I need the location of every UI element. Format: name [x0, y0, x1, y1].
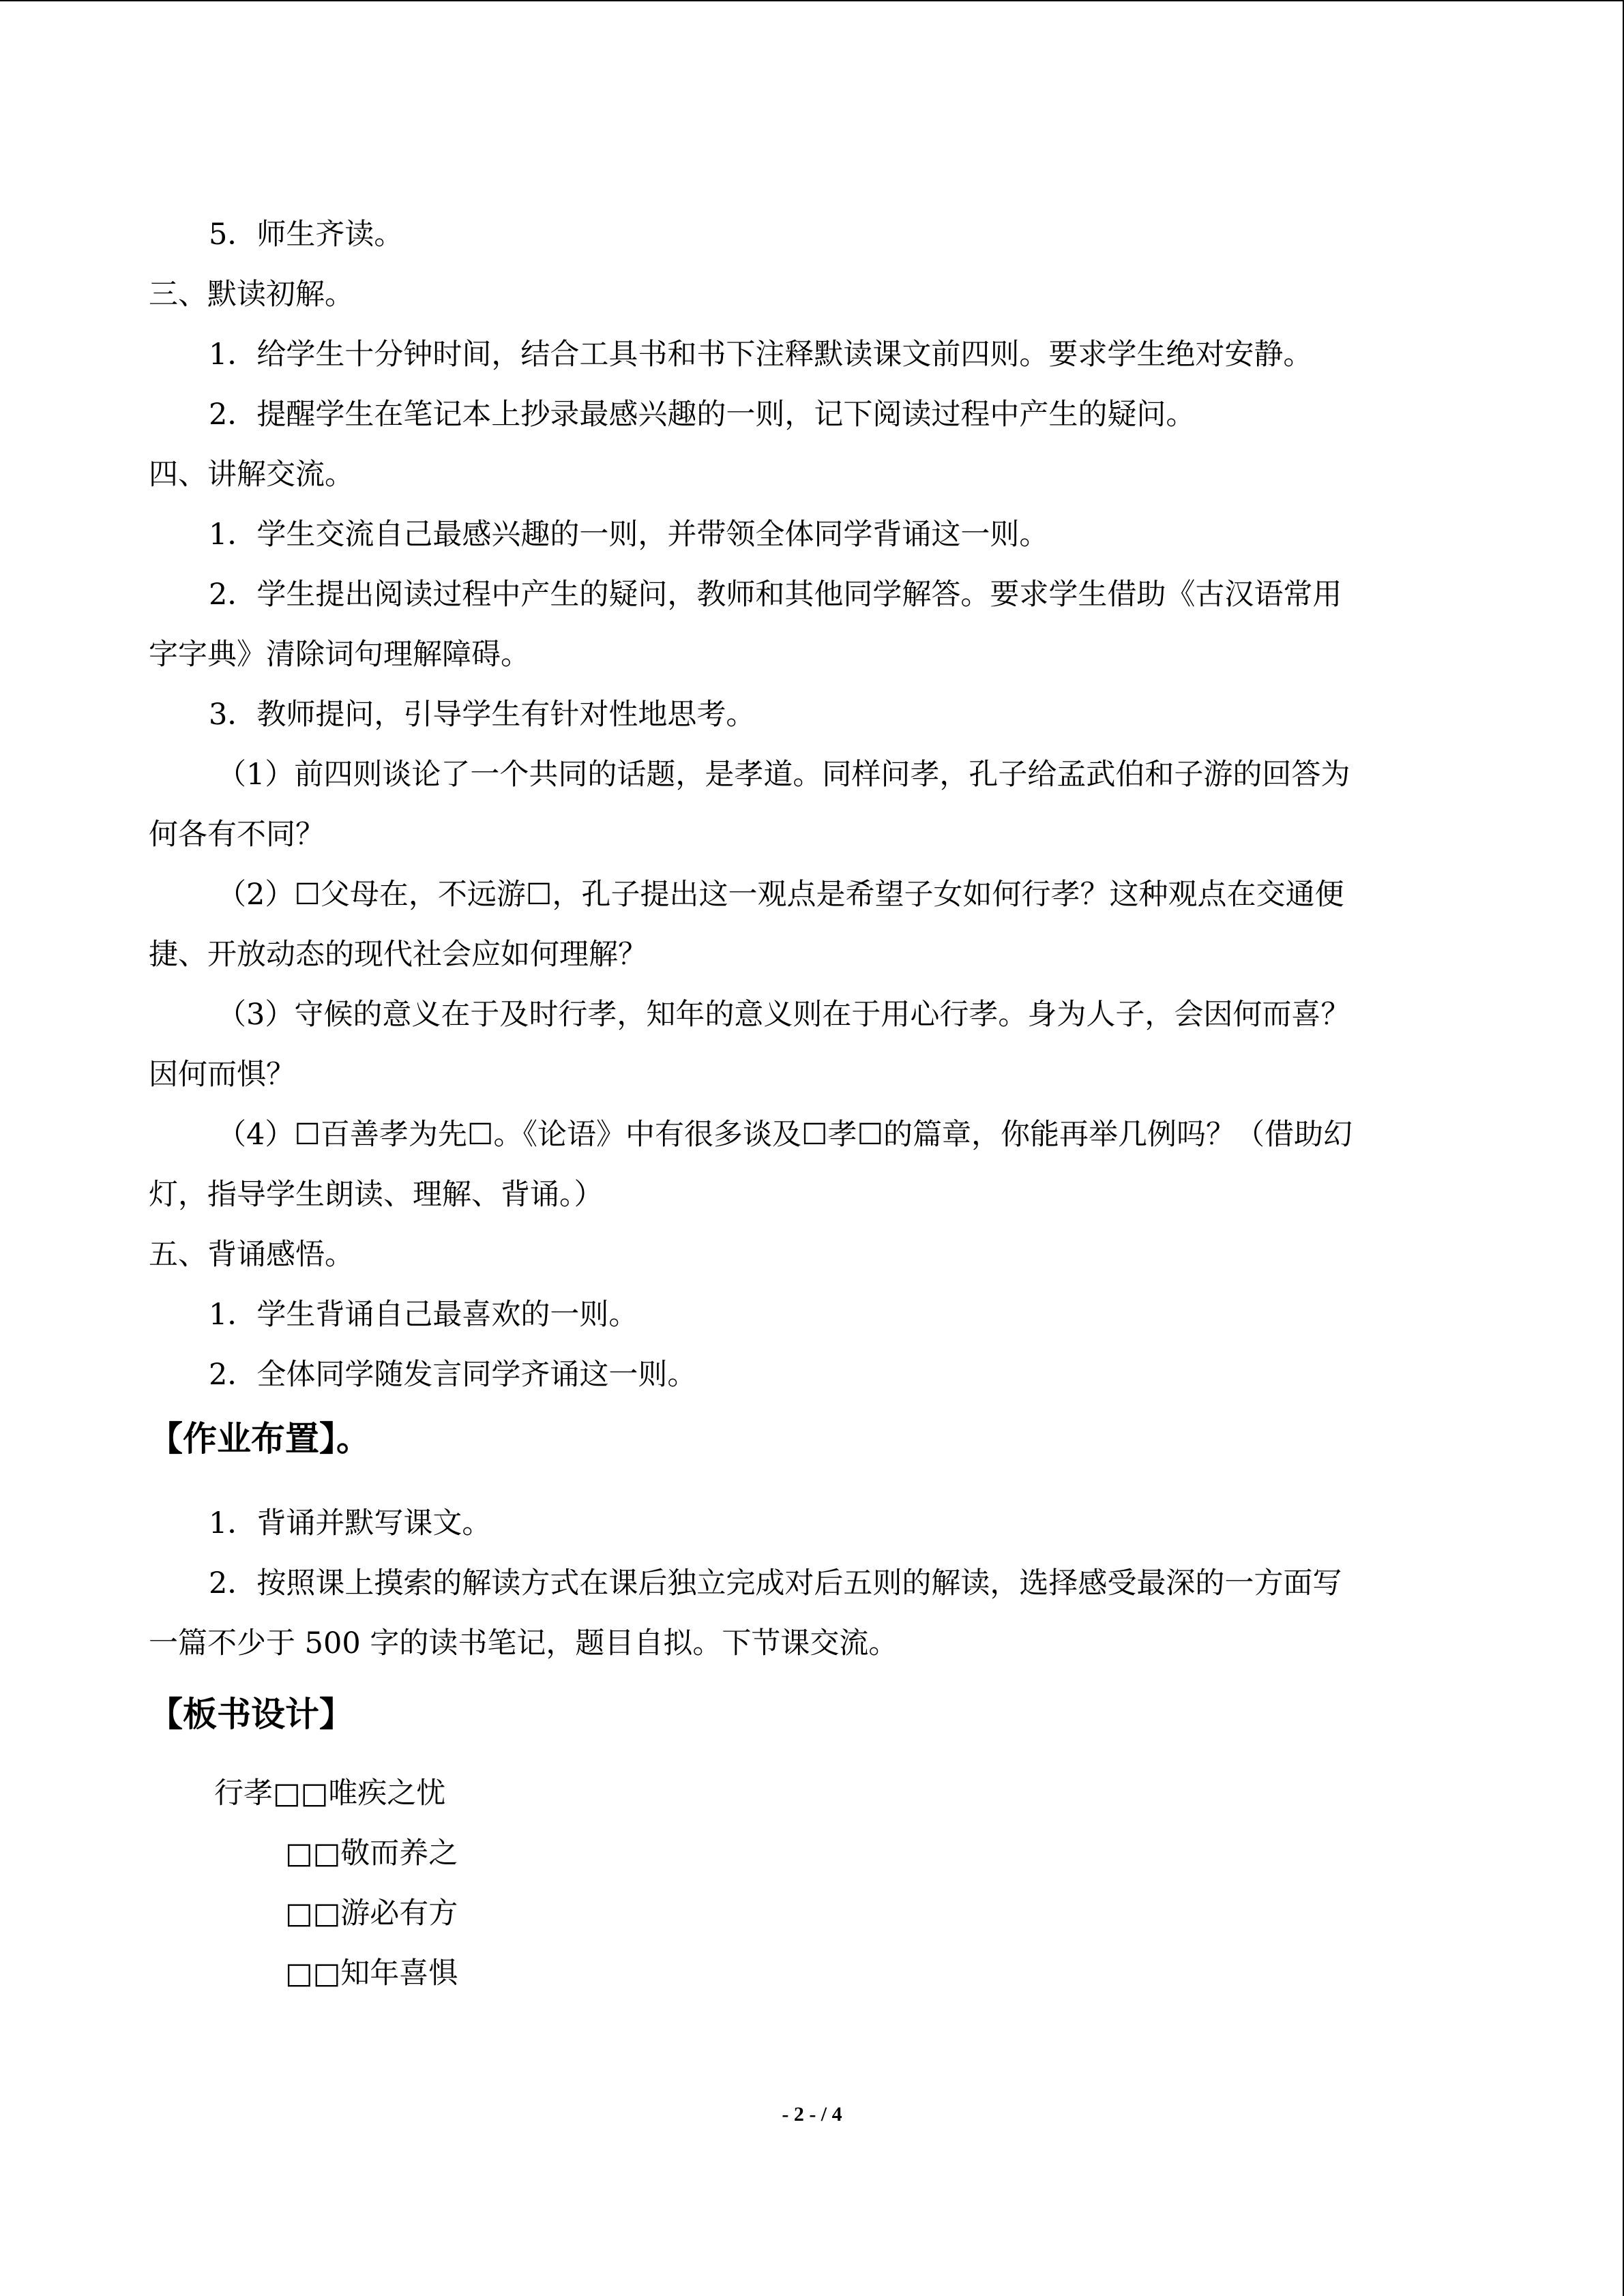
question-3-line-2: 因何而惧？ — [149, 1058, 295, 1092]
board-design-heading: 【板书设计】 — [149, 1695, 353, 1734]
section-4-heading: 四、讲解交流。 — [149, 458, 354, 492]
board-row-4: □□知年喜惧 — [285, 1956, 458, 1991]
question-2-line-1: （2）☐父母在，不远游☐，孔子提出这一观点是希望子女如何行孝？这种观点在交通便 — [217, 878, 1344, 912]
question-4-line-1: （4）☐百善孝为先☐。《论语》中有很多谈及☐孝☐的篇章，你能再举几例吗？（借助幻 — [217, 1118, 1353, 1152]
homework-item-1: 1．背诵并默写课文。 — [209, 1506, 492, 1540]
section-3-item-1: 1．给学生十分钟时间，结合工具书和书下注释默读课文前四则。要求学生绝对安静。 — [209, 338, 1313, 372]
board-row-2: □□敬而养之 — [285, 1836, 458, 1870]
board-design — [149, 1763, 1473, 2003]
question-4-line-2: 灯，指导学生朗读、理解、背诵。） — [149, 1178, 604, 1212]
question-2-line-2: 捷、开放动态的现代社会应如何理解？ — [149, 938, 647, 972]
step-5-all-read: 5．师生齐读。 — [209, 218, 404, 252]
board-row-1: 行孝□□唯疾之忧 — [214, 1776, 446, 1810]
section-4-item-3: 3．教师提问，引导学生有针对性地思考。 — [209, 698, 756, 732]
question-1-line-2: 何各有不同？ — [149, 818, 325, 852]
homework-item-2-line-2: 一篇不少于 500 字的读书笔记，题目自拟。下节课交流。 — [149, 1626, 898, 1660]
section-5-heading: 五、背诵感悟。 — [149, 1238, 354, 1272]
homework-item-2-line-1: 2．按照课上摸索的解读方式在课后独立完成对后五则的解读，选择感受最深的一方面写 — [209, 1566, 1342, 1600]
page-number: - 2 - / 4 — [782, 2103, 842, 2126]
section-4-item-2-line-1: 2．学生提出阅读过程中产生的疑问，教师和其他同学解答。要求学生借助《古汉语常用 — [209, 578, 1342, 612]
section-3-heading: 三、默读初解。 — [149, 278, 354, 312]
board-row-3: □□游必有方 — [285, 1896, 458, 1930]
section-5-item-1: 1．学生背诵自己最喜欢的一则。 — [209, 1298, 638, 1332]
section-4-item-2-line-2: 字字典》清除词句理解障碍。 — [149, 638, 530, 672]
document-body — [149, 205, 1473, 2003]
section-3-item-2: 2．提醒学生在笔记本上抄录最感兴趣的一则，记下阅读过程中产生的疑问。 — [209, 398, 1196, 432]
question-3-line-1: （3）守候的意义在于及时行孝，知年的意义则在于用心行孝。身为人子，会因何而喜？ — [217, 998, 1350, 1032]
question-1-line-1: （1）前四则谈论了一个共同的话题，是孝道。同样问孝，孔子给孟武伯和子游的回答为 — [217, 758, 1350, 792]
homework-heading: 【作业布置】。 — [149, 1419, 370, 1459]
section-5-item-2: 2．全体同学随发言同学齐诵这一则。 — [209, 1358, 697, 1392]
section-4-item-1: 1．学生交流自己最感兴趣的一则，并带领全体同学背诵这一则。 — [209, 518, 1049, 552]
